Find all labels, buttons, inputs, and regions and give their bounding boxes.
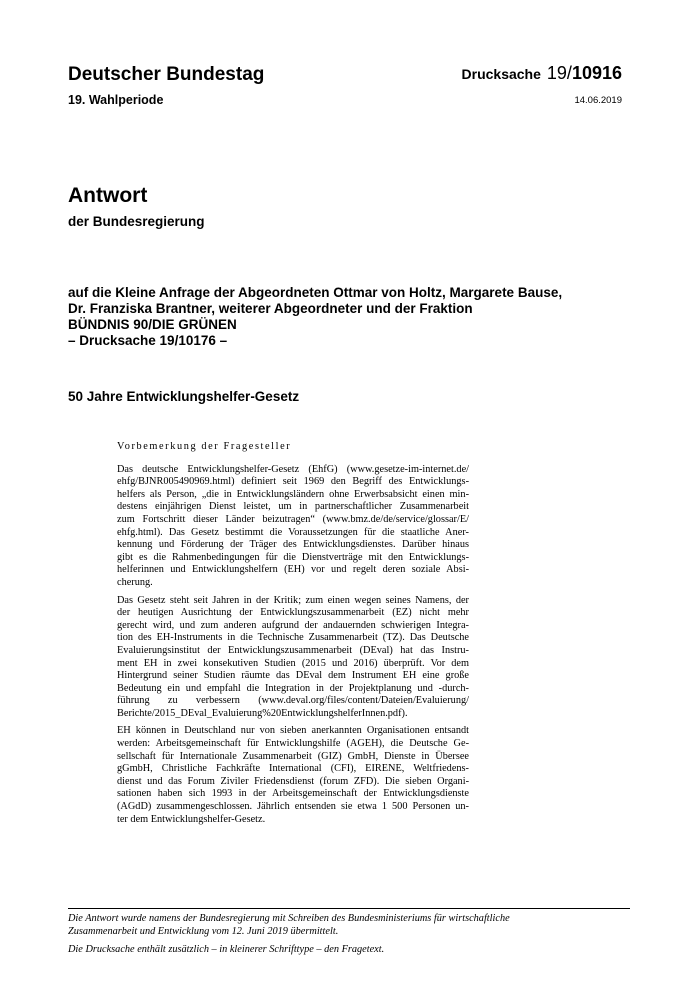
document-title: Antwort xyxy=(68,184,148,207)
paragraph-line: sationen haben sich 1993 in der Arbeitsgemeinschaft der Entwicklungsdienste xyxy=(117,788,469,800)
preamble-paragraphs xyxy=(117,464,469,827)
paragraph-line: EH können in Deutschland nur von sieben anerkannten Organisationen entsandt xyxy=(117,725,469,737)
inquiry-line: Dr. Franziska Brantner, weiterer Abgeordneter und der Fraktion xyxy=(68,301,473,316)
paragraph-line: (AGdD) zusammengeschlossen. Jährlich entsenden sie etwa 1 500 Personen un- xyxy=(117,801,469,813)
paragraph-line: destens einjährigen Dienst leistet, um in partnerschaftlicher Zusammenarbeit xyxy=(117,501,469,513)
document-number-value: 10916 xyxy=(571,63,622,83)
paragraph-line: zum Fortschritt dieser Länder beizutragen“ (www.bmz.de/de/service/glossar/E/ xyxy=(117,513,469,525)
footer-divider xyxy=(68,908,630,909)
paragraph-line: gerecht wird, und zum anderen aufgrund der andauernden schwierigen Integra- xyxy=(117,619,469,631)
paragraph-line: helferinnen und Entwicklungshelfern (EH) vor und regelt deren soziale Absi- xyxy=(117,564,469,576)
preamble-section xyxy=(117,441,469,831)
paragraph-line: führung zu verbessern (www.deval.org/files/content/Dateien/Evaluierung/ xyxy=(117,695,469,707)
inquiry-reference xyxy=(68,285,638,349)
paragraph-line: kennung und Förderung der Träger des Entwicklungsdienstes. Darüber hinaus xyxy=(117,539,469,551)
paragraph-line: Das deutsche Entwicklungshelfer-Gesetz (EhfG) (www.gesetze-im-internet.de/ xyxy=(117,463,469,475)
paragraph-line: Das Gesetz steht seit Jahren in der Kritik; zum einen wegen seines Namens, der xyxy=(117,594,469,606)
paragraph-line: ehfg.html). Das Gesetz bestimmt die Voraussetzungen für die staatliche Aner- xyxy=(117,526,469,538)
paragraph-line: tion des EH-Instruments in die Technische Zusammenarbeit (TZ). Das Deutsche xyxy=(117,632,469,644)
preamble-heading: Vorbemerkung der Fragesteller xyxy=(117,441,292,452)
legislative-period: 19. Wahlperiode xyxy=(68,93,164,107)
paragraph-line: ment EH in zwei konsekutiven Studien (2015 und 2016) überprüft. Vor dem xyxy=(117,657,469,669)
inquiry-line: auf die Kleine Anfrage der Abgeordneten Ottmar von Holtz, Margarete Bause, xyxy=(68,285,563,300)
document-number-prefix: 19/ xyxy=(546,63,572,83)
paragraph-line: dienst und das Forum Ziviler Friedensdienst (forum ZFD). Die sieben Organi- xyxy=(117,775,469,787)
paragraph-line: gibt es die Rahmenbedingungen für die Dienstverträge mit den Entwicklungs- xyxy=(117,551,469,563)
inquiry-line: BÜNDNIS 90/DIE GRÜNEN xyxy=(68,317,237,332)
footer-note-line: Die Antwort wurde namens der Bundesregierung mit Schreiben des Bundesministeriums für wirtschaftliche xyxy=(68,913,510,924)
preamble-paragraph xyxy=(117,464,469,590)
institution-name: Deutscher Bundestag xyxy=(68,64,265,85)
footer-note-line: Zusammenarbeit und Entwicklung vom 12. Juni 2019 übermittelt. xyxy=(68,926,339,937)
document-date: 14.06.2019 xyxy=(574,95,622,106)
preamble-paragraph xyxy=(117,725,469,826)
document-number xyxy=(462,63,622,84)
paragraph-line: ehfg/BJNR005490969.html) definiert seit 1969 den Begriff des Entwicklungs- xyxy=(117,476,469,488)
paragraph-line: sellschaft für Internationale Zusammenarbeit (GIZ) GmbH, Dienste in Übersee xyxy=(117,750,469,762)
paragraph-line: der heutigen Ausrichtung der Entwicklungszusammenarbeit (EZ) nicht mehr xyxy=(117,607,469,619)
paragraph-line: Evaluierungsinstitut der Entwicklungszusammenarbeit (DEval) hat das Instru- xyxy=(117,644,469,656)
preamble-paragraph xyxy=(117,595,469,721)
paragraph-line: ter dem Entwicklungshelfer-Gesetz. xyxy=(117,813,266,825)
inquiry-line: – Drucksache 19/10176 – xyxy=(68,333,228,348)
paragraph-line: cherung. xyxy=(117,576,153,588)
topic-heading: 50 Jahre Entwicklungshelfer-Gesetz xyxy=(68,389,300,404)
paragraph-line: Hintergrund seiner Studien räumte das DEval dem Instrument EH eine große xyxy=(117,670,469,682)
document-number-label: Drucksache xyxy=(461,66,541,82)
paragraph-line: Bedeutung ein und empfahl die Integration in der Projektplanung und -durch- xyxy=(117,682,469,694)
paragraph-line: Berichte/2015_DEval_Evaluierung%20EntwicklungshelferInnen.pdf). xyxy=(117,707,408,719)
paragraph-line: werden: Arbeitsgemeinschaft für Entwicklungshilfe (AGEH), die Deutsche Ge- xyxy=(117,738,469,750)
paragraph-line: helfers als Person, „die in Entwicklungsländern ohne Erwerbsabsicht einen min- xyxy=(117,488,469,500)
footer-note-font: Die Drucksache enthält zusätzlich – in kleinerer Schrifttype – den Fragetext. xyxy=(68,944,385,955)
paragraph-line: gGmbH, Christliche Fachkräfte International (CFI), EIRENE, Weltfriedens- xyxy=(117,763,469,775)
document-subtitle: der Bundesregierung xyxy=(68,214,205,229)
footer-notes xyxy=(68,912,648,956)
